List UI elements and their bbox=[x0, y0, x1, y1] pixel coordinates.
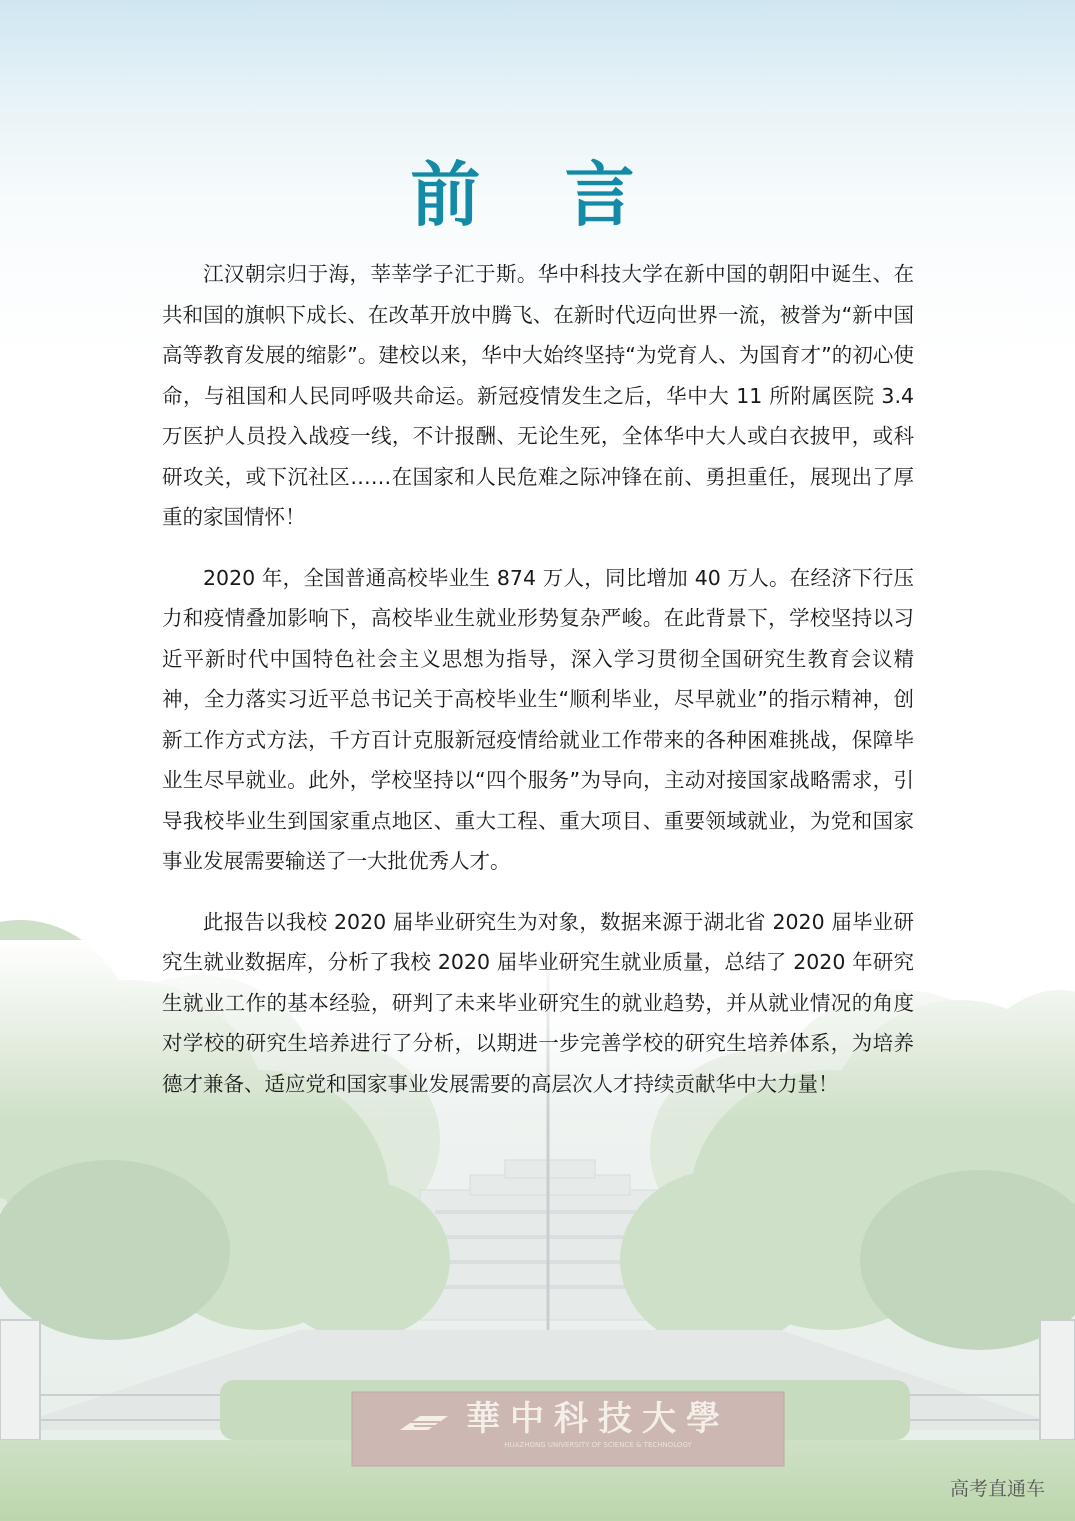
sign-university-name: 華中科技大學 bbox=[466, 1399, 730, 1439]
page-title: 前 言 bbox=[410, 154, 665, 236]
paragraph-2: 2020 年，全国普通高校毕业生 874 万人，同比增加 40 万人。在经济下行压力和疫情叠加影响下，高校毕业生就业形势复杂严峻。在此背景下，学校坚持以习近平新时代中国特色社会主义思想为指导，深入学习贯彻全国研究生教育会议精神，全力落实习近平总书记关于高校毕业生“顺利毕业，尽早就业”的指示精神，创新工作方式方法，千方百计克服新冠疫情给就业工作带来的各种困难挑战，保障毕业生尽早就业。此外，学校坚持以“四个服务”为导向，主动对接国家战略需求，引导我校毕业生到国家重点地区、重大工程、重大项目、重要领域就业，为党和国家事业发展需要输送了一大批优秀人才。 bbox=[162, 565, 914, 873]
watermark-label: 高考直通车 bbox=[949, 1478, 1045, 1500]
paragraph-3: 此报告以我校 2020 届毕业研究生为对象，数据来源于湖北省 2020 届毕业研究生就业数据库，分析了我校 2020 届毕业研究生就业质量，总结了 2020 年研究生就业工作的基本经验，研判了未来毕业研究生的就业趋势，并从就业情况的角度对学校的研究生培养进行了分析，以期进一步完善学校的研究生培养体系，为培养德才兼备、适应党和国家事业发展需要的高层次人才持续贡献华中大力量！ bbox=[162, 909, 914, 1096]
sign-university-english: HUAZHONG UNIVERSITY OF SCIENCE & TECHNOLOGY bbox=[504, 1441, 692, 1449]
body-text bbox=[162, 254, 914, 1104]
paragraph-1: 江汉朝宗归于海，莘莘学子汇于斯。华中科技大学在新中国的朝阳中诞生、在共和国的旗帜下成长、在改革开放中腾飞、在新时代迈向世界一流，被誉为“新中国高等教育发展的缩影”。建校以来，华中大始终坚持“为党育人、为国育才”的初心使命，与祖国和人民同呼吸共命运。新冠疫情发生之后，华中大 11 所附属医院 3.4 万医护人员投入战疫一线，不计报酬、无论生死，全体华中大人或白衣披甲，或科研攻关，或下沉社区……在国家和人民危难之际冲锋在前、勇担重任，展现出了厚重的家国情怀！ bbox=[162, 262, 914, 529]
